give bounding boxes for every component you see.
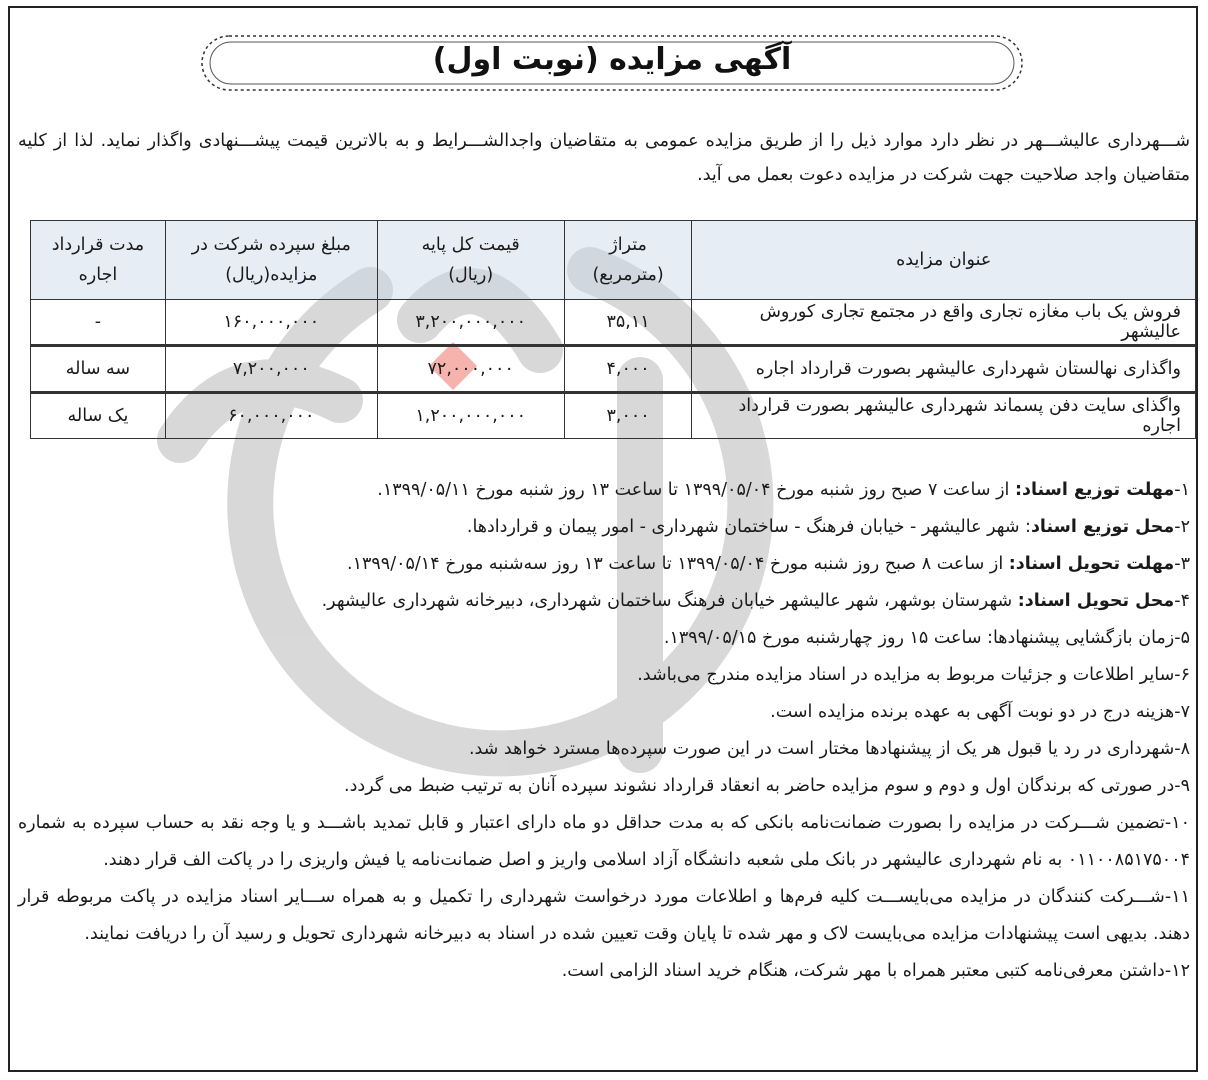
condition-item [18,472,1190,509]
table-row [31,393,1196,439]
row-deposit: ۷,۲۰۰,۰۰۰ [165,346,377,393]
condition-text: از ساعت ۷ صبح روز شنبه مورخ ۱۳۹۹/۰۵/۰۴ تا ساعت ۱۳ روز شنبه مورخ ۱۳۹۹/۰۵/۱۱. [377,480,1015,500]
condition-text: هزینه درج در دو نوبت آگهی به عهده برنده مزایده است. [770,702,1175,722]
header-base-price: قیمت کل پایه (ریال) [377,221,564,300]
condition-label: مهلت توزیع اسناد: [1014,480,1175,500]
row-base-price-cell [377,346,564,393]
condition-text: شهرستان بوشهر، شهر عالیشهر خیابان فرهنگ ساختمان شهرداری، دبیرخانه شهرداری عالیشهر. [321,591,1018,611]
notice-title: آگهی مزایده (نوبت اول) [432,42,792,77]
condition-number: ۱۱- [1164,887,1190,907]
condition-number: ۱۲- [1164,961,1190,981]
auction-table [30,220,1196,439]
row-deposit: ۱۶۰,۰۰۰,۰۰۰ [165,300,377,346]
row-duration: - [31,300,166,346]
condition-number: ۱- [1174,480,1190,500]
header-area: متراژ (مترمربع) [564,221,692,300]
row-deposit: ۶۰,۰۰۰,۰۰۰ [165,393,377,439]
condition-text: در صورتی که برندگان اول و دوم و سوم مزایده حاضر به انعقاد قرارداد نشوند سپرده آنان به ترتیب ضبط می گردد. [344,776,1175,796]
condition-item [18,583,1190,620]
condition-text: شـــرکت کنندگان در مزایده می‌بایســـت کلیه فرم‌ها و اطلاعات مورد درخواست شهرداری را تکمیل و به همراه ســـایر اسناد مزایده در پاکت مربوطه قرار دهند. بدیهی است پیشنهادات مزایده می‌بایست لاک و مهر شده تا پایان وقت تعیین شده در اسناد به دبیرخانه شهرداری تحویل و رسید آن را دریافت نمایند. [18,887,1190,944]
row-duration: سه ساله [31,346,166,393]
condition-text: : شهر عالیشهر - خیابان فرهنگ - ساختمان شهرداری - امور پیمان و قراردادها. [466,517,1031,537]
condition-label: محل توزیع اسناد [1030,517,1175,537]
row-area: ۳,۰۰۰ [564,393,692,439]
conditions-list [18,472,1190,990]
intro-paragraph [18,124,1190,192]
condition-text: سایر اطلاعات و جزئیات مربوط به مزایده در اسناد مزایده مندرج می‌باشد. [637,665,1175,685]
row-subject: واگذای سایت دفن پسماند شهرداری عالیشهر بصورت قرارداد اجاره [692,393,1196,439]
condition-number: ۵- [1174,628,1190,648]
condition-item [18,620,1190,657]
row-base-price: ۱,۲۰۰,۰۰۰,۰۰۰ [377,393,564,439]
condition-item [18,805,1190,879]
table-row [31,346,1196,393]
condition-number: ۲- [1174,517,1190,537]
condition-number: ۶- [1174,665,1190,685]
condition-item [18,879,1190,953]
condition-text: شهرداری در رد یا قبول هر یک از پیشنهادها مختار است در این صورت سپرده‌ها مسترد خواهد شد. [468,739,1175,759]
condition-text: تضمین شـــرکت در مزایده را بصورت ضمانت‌نامه بانکی که به مدت حداقل دو ماه دارای اعتبار و قابل تمدید باشـــد و یا وجه نقد به حساب سپرده به شماره ۰۱۱۰۰۸۵۱۷۵۰۰۴ به نام شهرداری عالیشهر در بانک ملی شعبه دانشگاه آزاد اسلامی واریز و اصل ضمانت‌نامه یا فیش واریزی را در پاکت الف قرار دهند. [18,813,1190,870]
row-subject: واگذاری نهالستان شهرداری عالیشهر بصورت قرارداد اجاره [692,346,1196,393]
intro-text: شـــهرداری عالیشـــهر در نظر دارد موارد ذیل را از طریق مزایده عمومی به متقاضیان واجدالشـــرایط و به بالاترین قیمت پیشـــنهادی واگذار نماید. لذا از کلیه متقاضیان واجد صلاحیت جهت شرکت در مزایده دعوت بعمل می آید. [18,131,1190,185]
condition-item [18,731,1190,768]
condition-item [18,768,1190,805]
condition-item [18,694,1190,731]
header-duration: مدت قرارداد اجاره [31,221,166,300]
condition-item [18,509,1190,546]
row-base-price: ۷۲,۰۰۰,۰۰۰ [427,359,514,379]
condition-text: زمان بازگشایی پیشنهادها: ساعت ۱۵ روز چهارشنبه مورخ ۱۳۹۹/۰۵/۱۵. [663,628,1175,648]
row-base-price: ۳,۲۰۰,۰۰۰,۰۰۰ [377,300,564,346]
condition-label: محل تحویل اسناد: [1017,591,1175,611]
condition-text: داشتن معرفی‌نامه کتبی معتبر همراه با مهر شرکت، هنگام خرید اسناد الزامی است. [561,961,1165,981]
condition-text: از ساعت ۸ صبح روز شنبه مورخ ۱۳۹۹/۰۵/۰۴ تا ساعت ۱۳ روز سه‌شنبه مورخ ۱۳۹۹/۰۵/۱۴. [347,554,1009,574]
row-area: ۴,۰۰۰ [564,346,692,393]
condition-number: ۱۰- [1164,813,1190,833]
row-area: ۳۵,۱۱ [564,300,692,346]
condition-item [18,953,1190,990]
title-banner [198,32,1026,94]
row-base-price-highlight [428,359,514,379]
table-header-row [31,221,1196,300]
header-subject: عنوان مزایده [692,221,1196,300]
header-deposit: مبلغ سپرده شرکت در مزایده(ریال) [165,221,377,300]
condition-item [18,546,1190,583]
condition-label: مهلت تحویل اسناد: [1008,554,1175,574]
condition-number: ۹- [1174,776,1190,796]
table-row [31,300,1196,346]
condition-number: ۸- [1174,739,1190,759]
condition-number: ۷- [1174,702,1190,722]
row-subject: فروش یک باب مغازه تجاری واقع در مجتمع تجاری کوروش عالیشهر [692,300,1196,346]
row-duration: یک ساله [31,393,166,439]
condition-item [18,657,1190,694]
condition-number: ۳- [1174,554,1190,574]
condition-number: ۴- [1174,591,1190,611]
